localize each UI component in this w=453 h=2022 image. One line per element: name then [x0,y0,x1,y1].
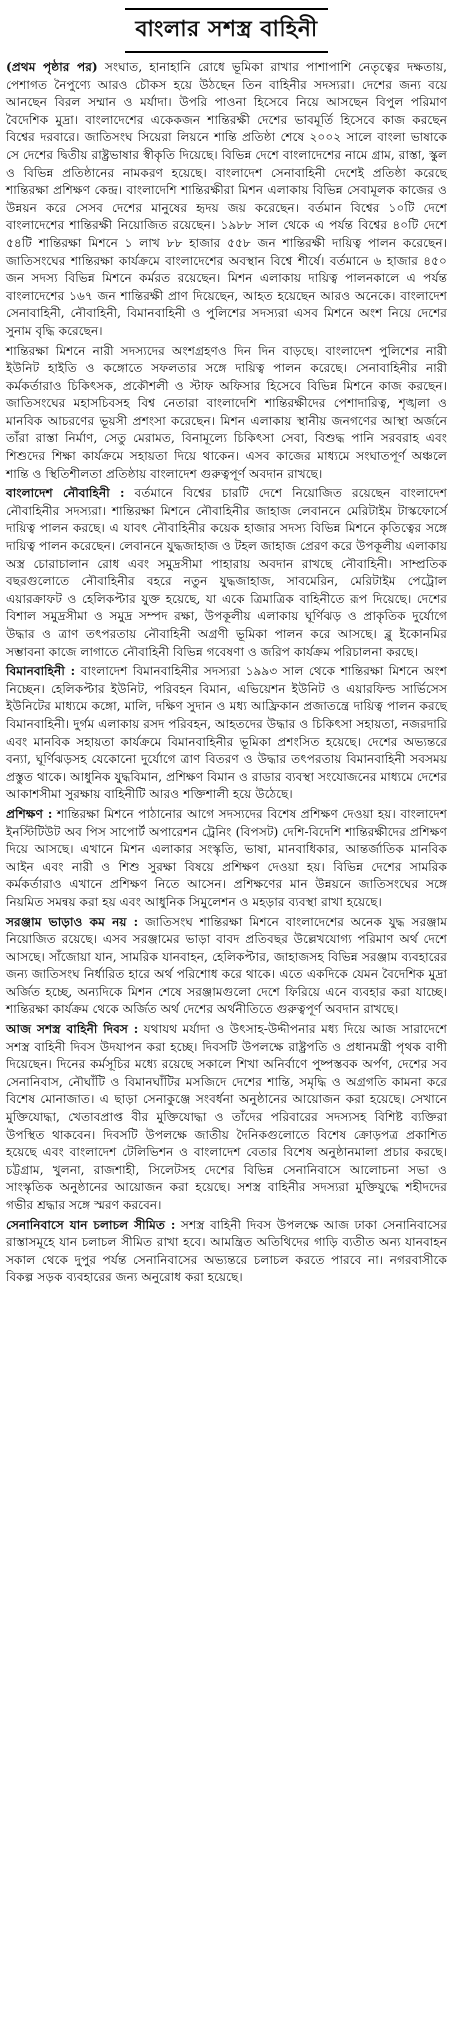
paragraph [6,485,447,661]
paragraph [6,1217,447,1287]
paragraph [6,1021,447,1215]
paragraph [6,663,447,804]
paragraph-text: শান্তিরক্ষা মিশনে নারী সদস্যদের অংশগ্রহণও দিন দিন বাড়ছে। বাংলাদেশ পুলিশের নারী ইউনিট হাইতি ও কঙ্গোতে সফলতার সঙ্গে দায়িত্ব পালন করেছে। সেনাবাহিনীর নারী কর্মকর্তারাও চিকিৎসক, প্রকৌশলী ও স্টাফ অফিসার হিসেবে বিভিন্ন মিশনে কাজ করছেন। জাতিসংঘের মহাসচিবসহ বিশ্ব নেতারা বাংলাদেশি শান্তিরক্ষীদের পেশাদারিত্ব, শৃঙ্খলা ও মানবিক আচরণের ভূয়সী প্রশংসা করেছেন। মিশন এলাকায় স্থানীয় জনগণের আস্থা অর্জনে তাঁরা রাস্তা নির্মাণ, সেতু মেরামত, বিনামূল্যে চিকিৎসা সেবা, বিশুদ্ধ পানি সরবরাহ এবং শিশুদের শিক্ষা কার্যক্রমে সহায়তা দিয়ে থাকেন। এসব কাজের মাধ্যমে সংঘাতপূর্ণ অঞ্চলে শান্তি ও স্থিতিশীলতা প্রতিষ্ঠায় বাংলাদেশ গুরুত্বপূর্ণ অবদান রাখছে। [6,343,447,481]
paragraph-text: বর্তমানে বিশ্বের চারটি দেশে নিয়োজিত রয়েছেন বাংলাদেশ নৌবাহিনীর সদস্যরা। শান্তিরক্ষা মিশনে নৌবাহিনীর জাহাজ লেবাননে মেরিটাইম টাস্কফোর্সে দায়িত্ব পালন করছে। এ যাবৎ নৌবাহিনীর কয়েক হাজার সদস্য বিভিন্ন মিশনে কৃতিত্বের সঙ্গে দায়িত্ব পালন করেছেন। লেবাননে যুদ্ধজাহাজ ও টহল জাহাজ প্রেরণ করে উপকূলীয় এলাকায় অস্ত্র চোরাচালান রোধ এবং সমুদ্রসীমা পাহারায় অবদান রাখছে নৌবাহিনী। সাম্প্রতিক বছরগুলোতে নৌবাহিনীর বহরে নতুন যুদ্ধজাহাজ, সাবমেরিন, মেরিটাইম পেট্রোল এয়ারক্রাফট ও হেলিকপ্টার যুক্ত হয়েছে, যা একে ত্রিমাত্রিক বাহিনীতে রূপ দিয়েছে। দেশের বিশাল সমুদ্রসীমা ও সমুদ্র সম্পদ রক্ষা, উপকূলীয় এলাকায় ঘূর্ণিঝড় ও প্রাকৃতিক দুর্যোগে উদ্ধার ও ত্রাণ তৎপরতায় নৌবাহিনী অগ্রণী ভূমিকা পালন করে আসছে। ব্লু ইকোনমির সম্ভাবনা কাজে লাগাতে নৌবাহিনী বিভিন্ন গবেষণা ও জরিপ কার্যক্রম পরিচালনা করছে। [6,486,447,659]
continued-from-marker: (প্রথম পৃষ্ঠার পর) [6,60,98,74]
subheading-airforce: বিমানবাহিনী : [6,664,76,679]
headline-container [6,8,447,53]
paragraph-text: সংঘাত, হানাহানি রোধে ভূমিকা রাখার পাশাপাশি নেতৃত্বের দক্ষতায়, পেশাগত নৈপুণ্যে আরও চৌকস হয়ে উঠছেন তিন বাহিনীর সদস্যরা। দেশের জন্য বয়ে আনছেন বিরল সম্মান ও মর্যাদা। উপরি পাওনা হিসেবে নিয়ে আসছেন বিপুল পরিমাণ বৈদেশিক মুদ্রা। বাংলাদেশের একেকজন শান্তিরক্ষী দেশের ভাবমূর্তি হিসেবে কাজ করছেন বিশ্বের দরবারে। জাতিসংঘ সিয়েরা লিয়নে শান্তি প্রতিষ্ঠা শেষে ২০০২ সালে বাংলা ভাষাকে সে দেশের দ্বিতীয় রাষ্ট্রভাষার স্বীকৃতি দিয়েছে। বিভিন্ন দেশে বাংলাদেশের নামে গ্রাম, রাস্তা, স্কুল ও বিভিন্ন প্রতিষ্ঠানের নামকরণ হয়েছে। বাংলাদেশ সেনাবাহিনী দেশেই প্রতিষ্ঠা করেছে শান্তিরক্ষা প্রশিক্ষণ কেন্দ্র। বাংলাদেশি শান্তিরক্ষীরা মিশন এলাকায় বিভিন্ন সেবামূলক কাজের ও উন্নয়ন করে সেসব দেশের মানুষের হৃদয় জয় করেছেন। বর্তমান বিশ্বের ১০টি দেশে বাংলাদেশের শান্তিরক্ষী নিয়োজিত রয়েছেন। ১৯৮৮ সাল থেকে এ পর্যন্ত বিশ্বের ৪০টি দেশে ৫৪টি শান্তিরক্ষা মিশনে ১ লাখ ৮৮ হাজার ৫৫৮ জন শান্তিরক্ষী দায়িত্ব পালন করেছেন। জাতিসংঘের শান্তিরক্ষা কার্যক্রমে বাংলাদেশের অবস্থান বিশ্বে শীর্ষে। বর্তমানে ৬ হাজার ৪৫০ জন সদস্য বিভিন্ন মিশনে কর্মরত রয়েছেন। মিশন এলাকায় দায়িত্ব পালনকালে এ পর্যন্ত বাংলাদেশের ১৬৭ জন শান্তিরক্ষী প্রাণ দিয়েছেন, আহত হয়েছেন আরও অনেকে। বাংলাদেশ সেনাবাহিনী, নৌবাহিনী, বিমানবাহিনী ও পুলিশের সদস্যরা এসব মিশনে অংশ নিয়ে দেশের সুনাম বৃদ্ধি করেছেন। [6,60,447,338]
paragraph [6,343,447,484]
paragraph-text: বাংলাদেশ বিমানবাহিনীর সদস্যরা ১৯৯৩ সাল থেকে শান্তিরক্ষা মিশনে অংশ নিচ্ছেন। হেলিকপ্টার ইউনিট, পরিবহন বিমান, এভিয়েশন ইউনিট ও এয়ারফিল্ড সার্ভিসেস ইউনিটের মাধ্যমে কঙ্গো, মালি, দক্ষিণ সুদান ও মধ্য আফ্রিকান প্রজাতন্ত্রে দায়িত্ব পালন করছে বিমানবাহিনী। দুর্গম এলাকায় রসদ পরিবহন, আহতদের উদ্ধার ও চিকিৎসা সহায়তা, নজরদারি এবং মানবিক সহায়তা কার্যক্রমে বিমানবাহিনীর ভূমিকা প্রশংসিত হয়েছে। দেশের অভ্যন্তরে বন্যা, ঘূর্ণিঝড়সহ যেকোনো দুর্যোগে ত্রাণ বিতরণ ও উদ্ধার তৎপরতায় বিমানবাহিনী সবসময় প্রস্তুত থাকে। আধুনিক যুদ্ধবিমান, প্রশিক্ষণ বিমান ও রাডার ব্যবস্থা সংযোজনের মাধ্যমে দেশের আকাশসীমা সুরক্ষায় বাহিনীটি আরও শক্তিশালী হয়ে উঠেছে। [6,664,448,802]
paragraph [6,806,447,912]
subheading-equipment: সরঞ্জাম ভাড়াও কম নয় : [6,914,139,929]
paragraph-text: সশস্ত্র বাহিনী দিবস উপলক্ষে আজ ঢাকা সেনানিবাসের রাস্তাসমূহে যান চলাচল সীমিত রাখা হবে। আমন্ত্রিত অতিথিদের গাড়ি ব্যতীত অন্য যানবাহন সকাল থেকে দুপুর পর্যন্ত সেনানিবাসের অভ্যন্তরে চলাচল করতে পারবে না। নগরবাসীকে বিকল্প সড়ক ব্যবহারের জন্য অনুরোধ করা হয়েছে। [6,1217,448,1285]
paragraph-text: জাতিসংঘ শান্তিরক্ষা মিশনে বাংলাদেশের অনেক যুদ্ধ সরঞ্জাম নিয়োজিত রয়েছে। এসব সরঞ্জামের ভাড়া বাবদ প্রতিবছর উল্লেখযোগ্য পরিমাণ অর্থ দেশে আসছে। সাঁজোয়া যান, সামরিক যানবাহন, হেলিকপ্টার, জাহাজসহ বিভিন্ন সরঞ্জাম ব্যবহারের জন্য জাতিসংঘ নির্ধারিত হারে অর্থ পরিশোধ করে থাকে। এতে একদিকে যেমন বৈদেশিক মুদ্রা অর্জিত হচ্ছে, অন্যদিকে মিশন শেষে সরঞ্জামগুলো দেশে ফিরিয়ে এনে ব্যবহার করা যাচ্ছে। শান্তিরক্ষা কার্যক্রম থেকে অর্জিত অর্থ দেশের অর্থনীতিতে গুরুত্বপূর্ণ অবদান রাখছে। [6,914,447,1017]
article-body [6,59,447,1287]
subheading-navy: বাংলাদেশ নৌবাহিনী : [6,486,125,501]
subheading-armed-forces-day: আজ সশস্ত্র বাহিনী দিবস : [6,1022,139,1037]
paragraph [6,914,447,1020]
paragraph-text: যথাযথ মর্যাদা ও উৎসাহ-উদ্দীপনার মধ্য দিয়ে আজ সারাদেশে সশস্ত্র বাহিনী দিবস উদযাপন করা হচ্ছে। দিবসটি উপলক্ষে রাষ্ট্রপতি ও প্রধানমন্ত্রী পৃথক বাণী দিয়েছেন। দিনের কর্মসূচির মধ্যে রয়েছে সকালে শিখা অনির্বাণে পুষ্পস্তবক অর্পণ, দেশের সব সেনানিবাস, নৌঘাঁটি ও বিমানঘাঁটির মসজিদে দেশের শান্তি, সমৃদ্ধি ও অগ্রগতি কামনা করে বিশেষ মোনাজাত। এ ছাড়া সেনাকুঞ্জে সংবর্ধনা অনুষ্ঠানের আয়োজন করা হয়েছে। সেখানে মুক্তিযোদ্ধা, খেতাবপ্রাপ্ত বীর মুক্তিযোদ্ধা ও তাঁদের পরিবারের সদস্যসহ বিশিষ্ট ব্যক্তিরা উপস্থিত থাকবেন। দিবসটি উপলক্ষে জাতীয় দৈনিকগুলোতে বিশেষ ক্রোড়পত্র প্রকাশিত হয়েছে এবং বাংলাদেশ টেলিভিশন ও বাংলাদেশ বেতার বিশেষ অনুষ্ঠানমালা প্রচার করছে। চট্টগ্রাম, খুলনা, রাজশাহী, সিলেটসহ দেশের বিভিন্ন সেনানিবাসে আলোচনা সভা ও সাংস্কৃতিক অনুষ্ঠানের আয়োজন করা হয়েছে। সশস্ত্র বাহিনীর সদস্যরা মুক্তিযুদ্ধে শহীদদের গভীর শ্রদ্ধার সঙ্গে স্মরণ করবেন। [6,1022,447,1212]
subheading-traffic: সেনানিবাসে যান চলাচল সীমিত : [6,1217,176,1232]
subheading-training: প্রশিক্ষণ : [6,806,53,821]
paragraph-text: শান্তিরক্ষা মিশনে পাঠানোর আগে সদস্যদের বিশেষ প্রশিক্ষণ দেওয়া হয়। বাংলাদেশ ইনস্টিটিউট অব পিস সাপোর্ট অপারেশন ট্রেনিং (বিপসট) দেশি-বিদেশি শান্তিরক্ষীদের প্রশিক্ষণ দিয়ে আসছে। এখানে মিশন এলাকার সংস্কৃতি, ভাষা, মানবাধিকার, আন্তর্জাতিক মানবিক আইন এবং নারী ও শিশু সুরক্ষা বিষয়ে প্রশিক্ষণ দেওয়া হয়। বিভিন্ন দেশের সামরিক কর্মকর্তারাও এখানে প্রশিক্ষণ নিতে আসেন। প্রশিক্ষণের মান উন্নয়নে জাতিসংঘের সঙ্গে নিয়মিত সমন্বয় করা হয় এবং আধুনিক সিমুলেশন ও মহড়ার ব্যবস্থা রাখা হয়েছে। [6,806,448,909]
paragraph [6,59,447,341]
article-headline: বাংলার সশস্ত্র বাহিনী [125,8,327,53]
